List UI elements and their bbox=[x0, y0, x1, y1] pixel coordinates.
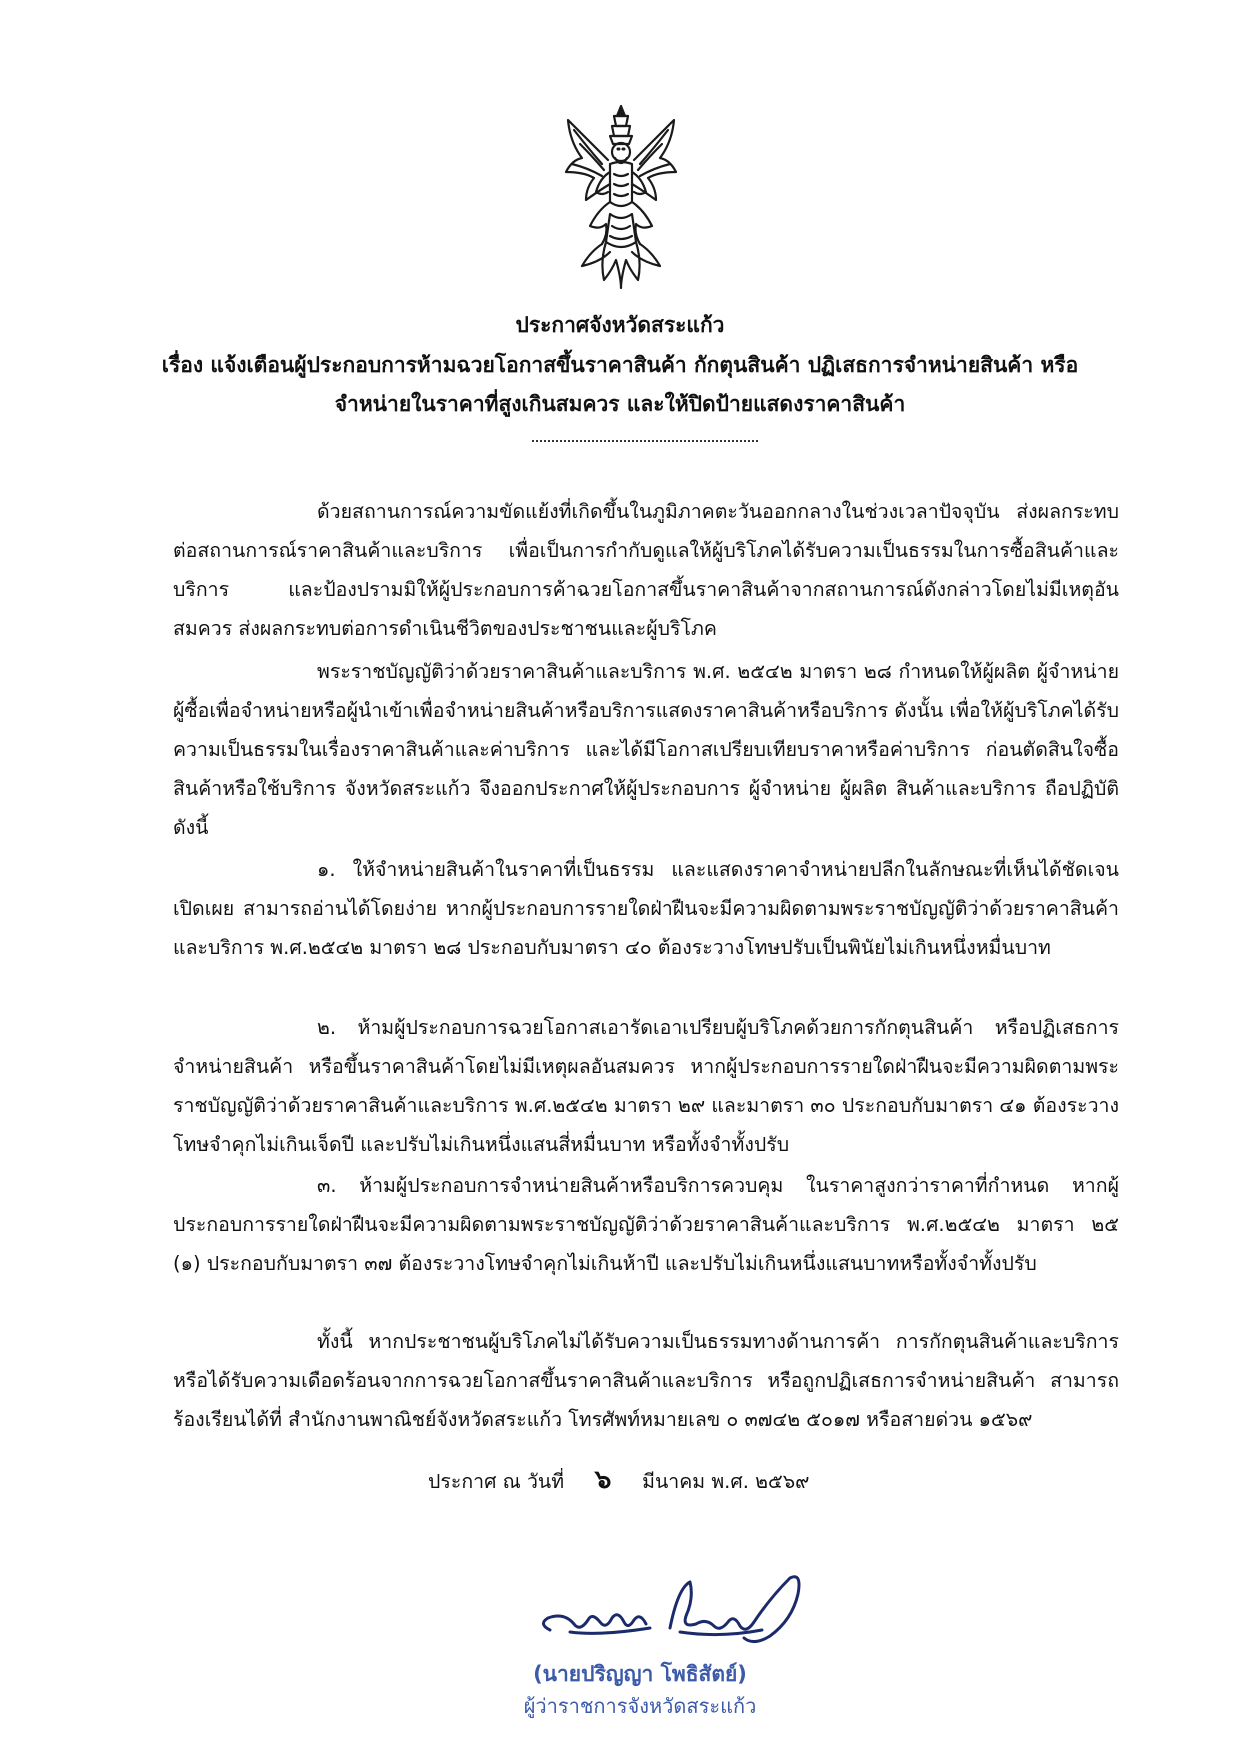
paragraph-text: ทั้งนี้ หากประชาชนผู้บริโภคไม่ได้รับความเป็นธรรมทางด้านการค้า การกักตุนสินค้าและบริการ หรือได้รับความเดือดร้อนจากการฉวยโอกาสขึ้นราคาสินค้าและบริการ หรือถูกปฏิเสธการจำหน่ายสินค้า สามารถร้องเรียนได้ที่ สำนักงานพาณิชย์จังหวัดสระแก้ว โทรศัพท์หมายเลข ๐ ๓๗๔๒ ๕๐๑๗ หรือสายด่วน ๑๕๖๙ bbox=[173, 1330, 1119, 1431]
date-month-year: มีนาคม พ.ศ. ๒๕๖๙ bbox=[642, 1470, 810, 1493]
paragraph-text: ๓. ห้ามผู้ประกอบการจำหน่ายสินค้าหรือบริการควบคุม ในราคาสูงกว่าราคาที่กำหนด หากผู้ประกอบการรายใดฝ่าฝืนจะมีความผิดตามพระราชบัญญัติว่าด้วยราคาสินค้าและบริการ พ.ศ.๒๕๔๒ มาตรา ๒๕ (๑) ประกอบกับมาตรา ๓๗ ต้องระวางโทษจำคุกไม่เกินห้าปี และปรับไม่เกินหนึ่งแสนบาทหรือทั้งจำทั้งปรับ bbox=[173, 1174, 1119, 1275]
paragraph-text: ๒. ห้ามผู้ประกอบการฉวยโอกาสเอารัดเอาเปรียบผู้บริโภคด้วยการกักตุนสินค้า หรือปฏิเสธการจำหน่ายสินค้า หรือขึ้นราคาสินค้าโดยไม่มีเหตุผลอันสมควร หากผู้ประกอบการรายใดฝ่าฝืนจะมีความผิดตามพระราชบัญญัติว่าด้วยราคาสินค้าและบริการ พ.ศ.๒๕๔๒ มาตรา ๒๙ และมาตรา ๓๐ ประกอบกับมาตรา ๔๑ ต้องระวางโทษจำคุกไม่เกินเจ็ดปี และปรับไม่เกินหนึ่งแสนสี่หมื่นบาท หรือทั้งจำทั้งปรับ bbox=[173, 1016, 1119, 1156]
body-item-3 bbox=[173, 1166, 1119, 1283]
separator-dots bbox=[532, 432, 758, 442]
signatory-position: ผู้ว่าราชการจังหวัดสระแก้ว bbox=[523, 1694, 757, 1718]
signatory-name: (นายปริญญา โพธิสัตย์) bbox=[533, 1662, 747, 1686]
subject-line-2: จำหน่ายในราคาที่สูงเกินสมควร และให้ปิดป้ายแสดงราคาสินค้า bbox=[334, 392, 906, 416]
body-item-1 bbox=[173, 850, 1119, 967]
paragraph-text: ๑. ให้จำหน่ายสินค้าในราคาที่เป็นธรรม และแสดงราคาจำหน่ายปลีกในลักษณะที่เห็นได้ชัดเจน เปิดเผย สามารถอ่านได้โดยง่าย หากผู้ประกอบการรายใดฝ่าฝืนจะมีความผิดตามพระราชบัญญัติว่าด้วยราคาสินค้าและบริการ พ.ศ.๒๕๔๒ มาตรา ๒๘ ประกอบกับมาตรา ๔๐ ต้องระวางโทษปรับเป็นพินัยไม่เกินหนึ่งหมื่นบาท bbox=[173, 858, 1119, 959]
paragraph-text: ด้วยสถานการณ์ความขัดแย้งที่เกิดขึ้นในภูมิภาคตะวันออกกลางในช่วงเวลาปัจจุบัน ส่งผลกระทบต่อสถานการณ์ราคาสินค้าและบริการ เพื่อเป็นการกำกับดูแลให้ผู้บริโภคได้รับความเป็นธรรมในการซื้อสินค้าและบริการ และป้องปรามมิให้ผู้ประกอบการค้าฉวยโอกาสขึ้นราคาสินค้าจากสถานการณ์ดังกล่าวโดยไม่มีเหตุอันสมควร ส่งผลกระทบต่อการดำเนินชีวิตของประชาชนและผู้บริโภค bbox=[173, 500, 1119, 640]
date-day: ๖ bbox=[594, 1465, 612, 1495]
body-paragraph-1 bbox=[173, 492, 1119, 648]
announcement-date bbox=[428, 1462, 809, 1500]
garuda-emblem-icon bbox=[560, 102, 682, 290]
body-item-2 bbox=[173, 1008, 1119, 1164]
date-prefix: ประกาศ ณ วันที่ bbox=[428, 1470, 565, 1493]
body-paragraph-2 bbox=[173, 652, 1119, 847]
subject-line-1: เรื่อง แจ้งเตือนผู้ประกอบการห้ามฉวยโอกาสขึ้นราคาสินค้า กักตุนสินค้า ปฏิเสธการจำหน่ายสินค้า หรือ bbox=[161, 353, 1079, 377]
handwritten-signature-icon bbox=[530, 1568, 820, 1658]
announcement-title: ประกาศจังหวัดสระแก้ว bbox=[515, 313, 725, 337]
body-paragraph-final bbox=[173, 1322, 1119, 1439]
paragraph-text: พระราชบัญญัติว่าด้วยราคาสินค้าและบริการ พ.ศ. ๒๕๔๒ มาตรา ๒๘ กำหนดให้ผู้ผลิต ผู้จำหน่าย ผู้ซื้อเพื่อจำหน่ายหรือผู้นำเข้าเพื่อจำหน่ายสินค้าหรือบริการแสดงราคาสินค้าหรือบริการ ดังนั้น เพื่อให้ผู้บริโภคได้รับความเป็นธรรมในเรื่องราคาสินค้าและค่าบริการ และได้มีโอกาสเปรียบเทียบราคาหรือค่าบริการ ก่อนตัดสินใจซื้อสินค้าหรือใช้บริการ จังหวัดสระแก้ว จึงออกประกาศให้ผู้ประกอบการ ผู้จำหน่าย ผู้ผลิต สินค้าและบริการ ถือปฏิบัติ ดังนี้ bbox=[173, 660, 1119, 839]
